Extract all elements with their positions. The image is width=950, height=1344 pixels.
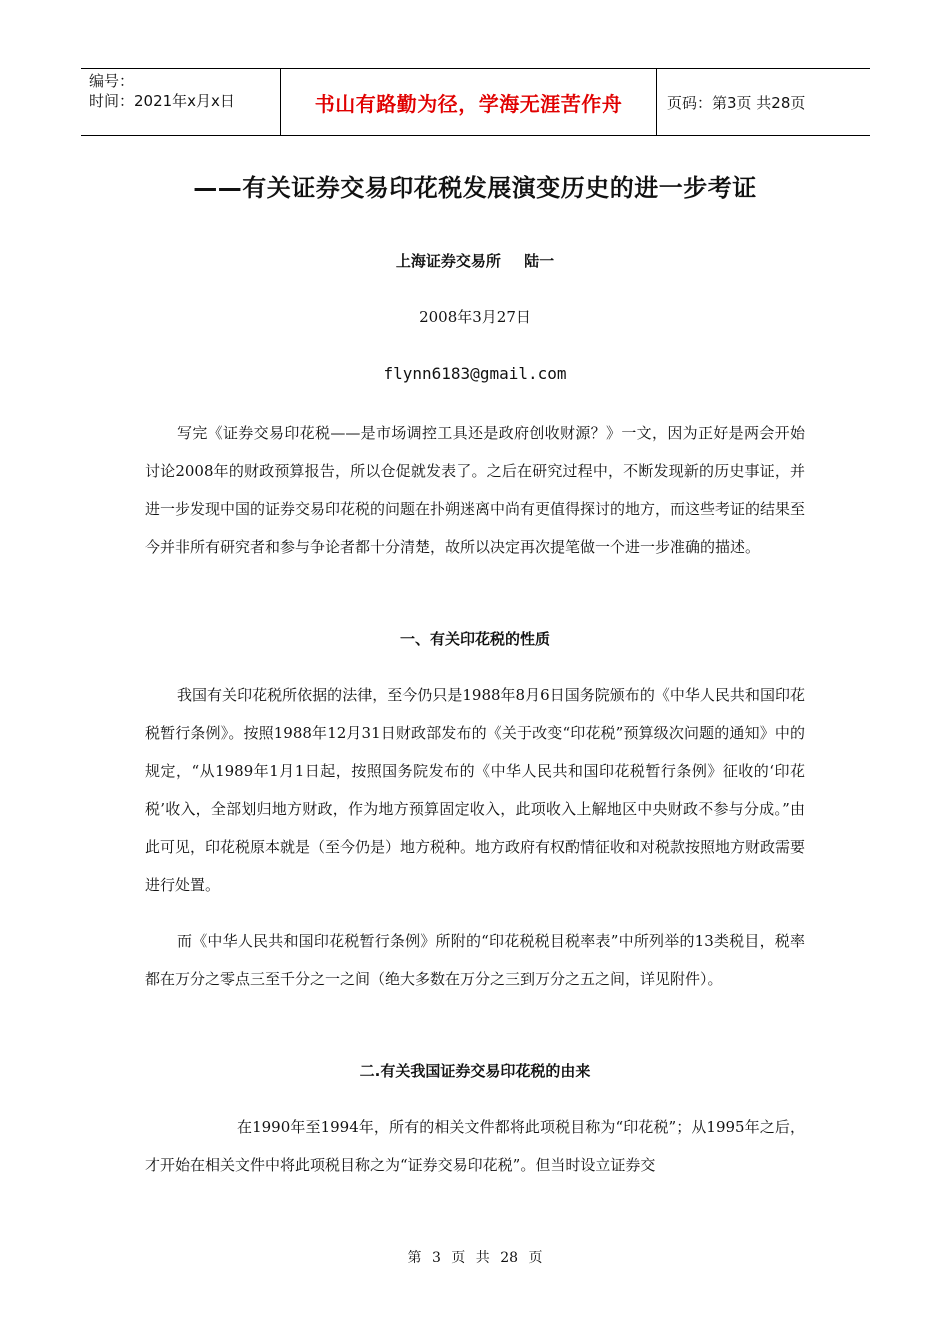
header-motto: 书山有路勤为径，学海无涯苦作舟: [281, 69, 657, 135]
header-time-label: 时间：2021年x月x日: [89, 92, 235, 110]
date-line: 2008年3月27日: [419, 308, 531, 326]
section-2-paragraph-1: 在1990年至1994年，所有的相关文件都将此项税目称为“印花税”；从1995年之后，才开始在相关文件中将此项税目称之为“证券交易印花税”。但当时设立证券交: [145, 1118, 805, 1174]
author-line: 上海证券交易所 陆一: [395, 252, 555, 270]
section-1-paragraph-2: 而《中华人民共和国印花税暂行条例》所附的“印花税税目税率表”中所列举的13类税目，税率都在万分之零点三至千分之一之间（绝大多数在万分之三到万分之五之间，详见附件）。: [145, 932, 805, 988]
page-footer: 第 3 页 共 28 页: [407, 1250, 543, 1266]
section-1-heading: 一、有关印花税的性质: [399, 630, 550, 648]
section-2-heading: 二.有关我国证券交易印花税的由来: [359, 1062, 591, 1080]
header-table: [81, 68, 870, 136]
email-address[interactable]: flynn6183@gmail.com: [383, 364, 567, 383]
intro-paragraph: 写完《证券交易印花税——是市场调控工具还是政府创收财源？》一文，因为正好是两会开始讨论2008年的财政预算报告，所以仓促就发表了。之后在研究过程中，不断发现新的历史事证，并进一步发现中国的证券交易印花税的问题在扑朔迷离中尚有更值得探讨的地方，而这些考证的结果至今并非所有研究者和参与争论者都十分清楚，故所以决定再次提笔做一个进一步准确的描述。: [145, 424, 806, 556]
header-number-label: 编号：: [89, 72, 135, 90]
section-1-paragraph-1: 我国有关印花税所依据的法律，至今仍只是1988年8月6日国务院颁布的《中华人民共和国印花税暂行条例》。按照1988年12月31日财政部发布的《关于改变“印花税”预算级次问题的通知》中的规定，“从1989年1月1日起，按照国务院发布的《中华人民共和国印花税暂行条例》征收的‘印花税’收入，全部划归地方财政，作为地方预算固定收入，此项收入上解地区中央财政不参与分成。”由此可见，印花税原本就是（至今仍是）地方税种。地方政府有权酌情征收和对税款按照地方财政需要进行处置。: [145, 686, 806, 894]
document-title: ——有关证券交易印花税发展演变历史的进一步考证: [193, 174, 757, 202]
header-meta-cell: [81, 69, 281, 135]
header-page-info: 页码：第3页 共28页: [667, 93, 806, 112]
